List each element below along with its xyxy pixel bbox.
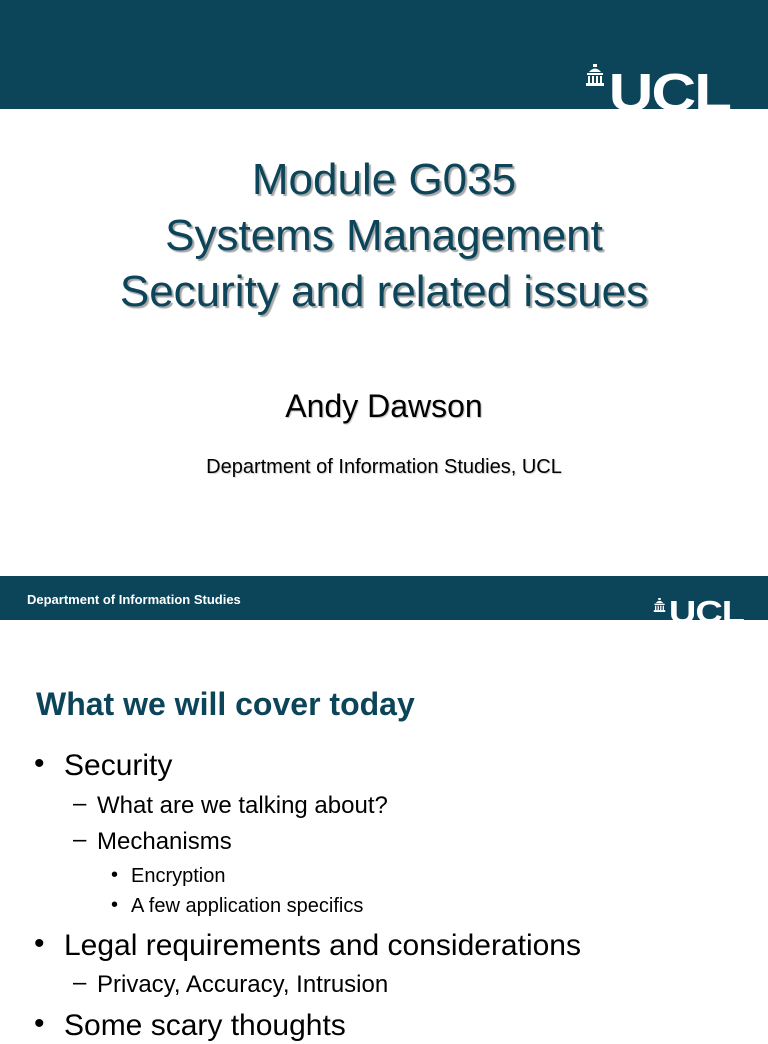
ucl-logo-text: UCL (668, 595, 744, 630)
title-line-3: Security and related issues (119, 267, 649, 316)
bullet-marker: – (73, 826, 87, 853)
bullet-marker: – (73, 790, 87, 817)
bullet-marker: • (34, 747, 45, 780)
slide-heading: What we will cover today (36, 686, 415, 722)
bullet-marker: • (34, 927, 45, 960)
bullet-item (73, 969, 389, 1000)
bullet-text: Legal requirements and considerations (64, 929, 581, 962)
bullet-item (34, 927, 581, 964)
bullet-marker: • (34, 1007, 45, 1040)
banner-department: Department of Information Studies (27, 592, 241, 607)
header-banner (0, 576, 768, 630)
bullet-item (73, 790, 388, 821)
slide-title (0, 152, 768, 320)
ucl-logo (585, 58, 730, 123)
bullet-text: A few application specifics (131, 895, 364, 917)
department-name: Department of Information Studies, UCL (206, 456, 562, 478)
bullet-text: Privacy, Accuracy, Intrusion (97, 971, 389, 998)
title-line-2: Systems Management (165, 211, 603, 260)
bullet-marker: • (111, 894, 119, 916)
ucl-logo (653, 590, 744, 628)
bullet-item (111, 863, 226, 889)
bullet-text: What are we talking about? (97, 792, 388, 819)
agenda-slide (0, 576, 768, 1042)
top-banner (0, 0, 768, 123)
bullet-item (73, 826, 232, 857)
author-name: Andy Dawson (285, 388, 483, 424)
bullet-item (34, 747, 173, 784)
bullet-text: Mechanisms (97, 828, 232, 855)
ucl-portico-icon (585, 64, 605, 86)
bullet-item (34, 1007, 346, 1044)
ucl-portico-icon (653, 598, 666, 612)
bullet-marker: – (73, 969, 87, 996)
bullet-item (111, 893, 364, 919)
ucl-logo-text: UCL (608, 63, 730, 123)
bullet-marker: • (111, 864, 119, 886)
bullet-text: Some scary thoughts (64, 1009, 346, 1042)
bullet-text: Security (64, 749, 173, 782)
title-line-1: Module G035 (251, 155, 517, 204)
bullet-text: Encryption (131, 865, 226, 887)
